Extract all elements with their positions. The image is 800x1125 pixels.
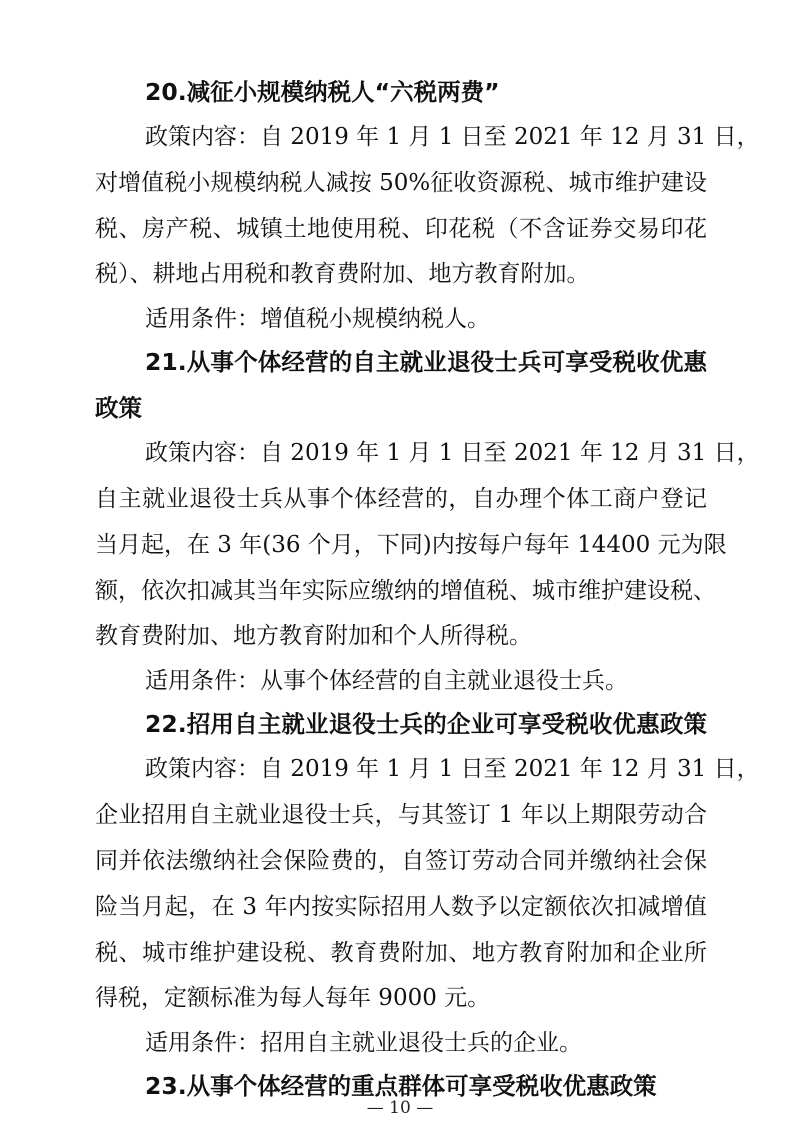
page-number: — 10 — (366, 1098, 434, 1118)
section-22-policy-line-2: 企业招用自主就业退役士兵，与其签订 1 年以上期限劳动合 (95, 802, 707, 828)
section-23-heading: 23.从事个体经营的重点群体可享受税收优惠政策 (145, 1072, 657, 1100)
section-20-heading: 20.减征小规模纳税人“六税两费” (145, 78, 500, 106)
section-20-policy-line-2: 对增值税小规模纳税人减按 50%征收资源税、城市维护建设 (95, 170, 707, 196)
section-22-heading: 22.招用自主就业退役士兵的企业可享受税收优惠政策 (145, 710, 707, 738)
section-22-policy-line-3: 同并依法缴纳社会保险费的，自签订劳动合同并缴纳社会保 (95, 848, 707, 874)
section-22-condition: 适用条件：招用自主就业退役士兵的企业。 (145, 1030, 582, 1056)
section-20-policy-line-3: 税、房产税、城镇土地使用税、印花税（不含证券交易印花 (95, 216, 707, 242)
section-21-policy-line-3: 当月起，在 3 年(36 个月，下同)内按每户每年 14400 元为限 (95, 532, 727, 558)
section-21-policy-line-4: 额，依次扣减其当年实际应缴纳的增值税、城市维护建设税、 (95, 578, 716, 604)
section-21-policy-line-2: 自主就业退役士兵从事个体经营的，自办理个体工商户登记 (95, 486, 707, 512)
section-22-policy-line-1: 政策内容：自 2019 年 1 月 1 日至 2021 年 12 月 31 日， (145, 756, 760, 782)
section-21-policy-line-1: 政策内容：自 2019 年 1 月 1 日至 2021 年 12 月 31 日， (145, 440, 760, 466)
section-21-policy-line-5: 教育费附加、地方教育附加和个人所得税。 (95, 623, 532, 649)
section-22-policy-line-6: 得税，定额标准为每人每年 9000 元。 (95, 985, 491, 1011)
section-22-policy-line-4: 险当月起，在 3 年内按实际招用人数予以定额依次扣减增值 (95, 894, 707, 920)
section-21-heading-line-2: 政策 (95, 394, 142, 422)
section-20-policy-line-1: 政策内容：自 2019 年 1 月 1 日至 2021 年 12 月 31 日， (145, 124, 760, 150)
section-20-condition: 适用条件：增值税小规模纳税人。 (145, 306, 490, 332)
section-22-policy-line-5: 税、城市维护建设税、教育费附加、地方教育附加和企业所 (95, 940, 707, 966)
section-20-policy-line-4: 税）、耕地占用税和教育费附加、地方教育附加。 (95, 261, 590, 287)
section-21-heading-line-1: 21.从事个体经营的自主就业退役士兵可享受税收优惠 (145, 348, 707, 376)
section-21-condition: 适用条件：从事个体经营的自主就业退役士兵。 (145, 668, 628, 694)
